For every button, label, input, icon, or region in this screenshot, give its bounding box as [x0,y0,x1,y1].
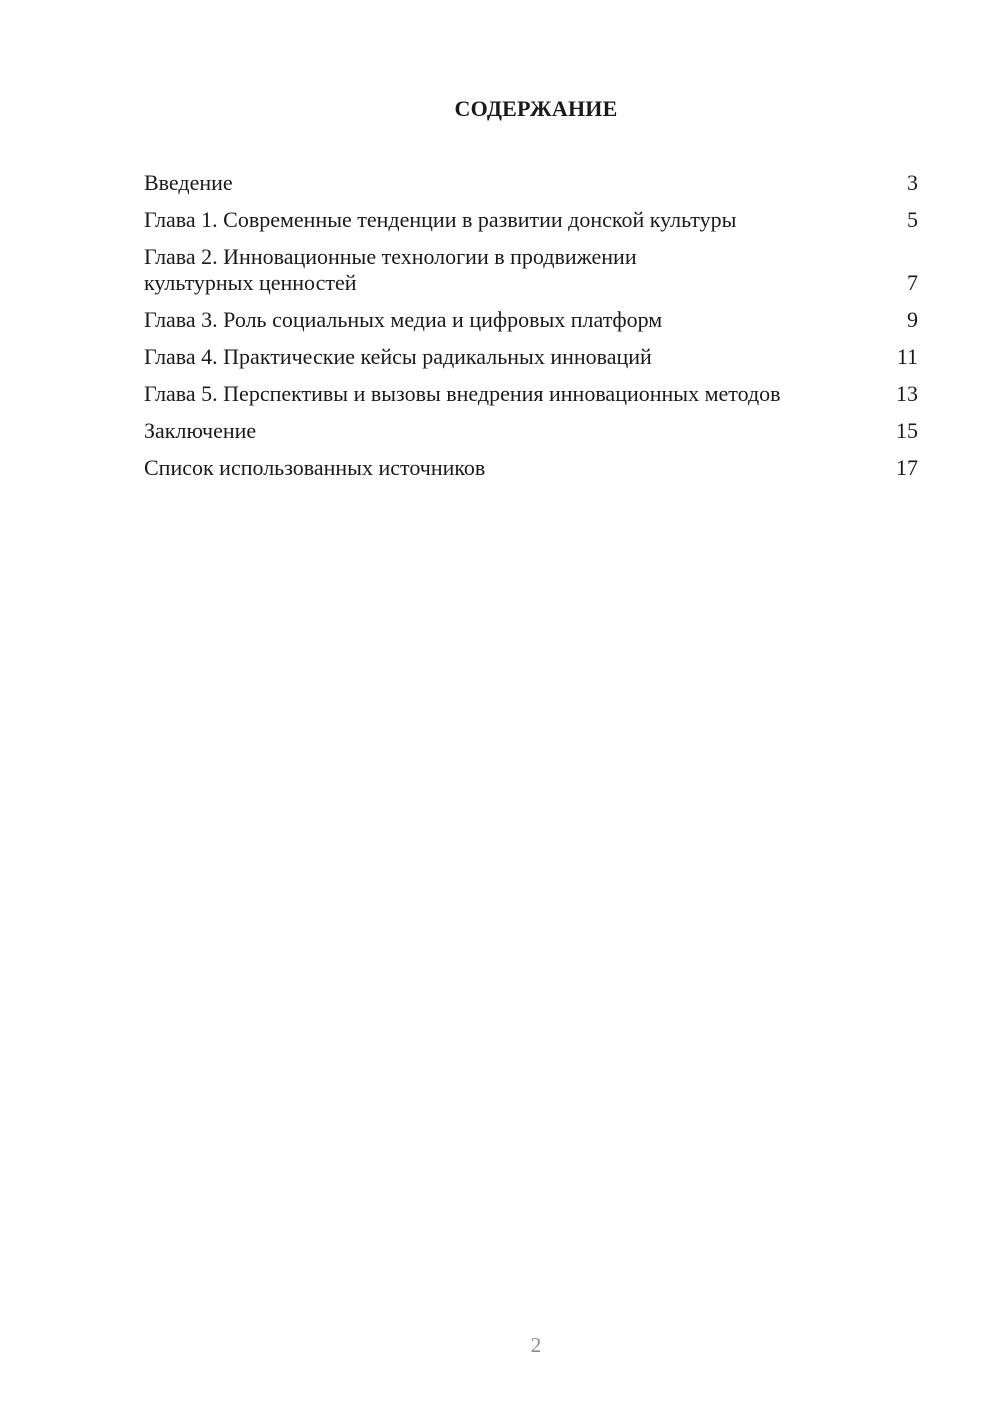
toc-entry-chapter-1 [144,207,918,233]
toc-entry-label: Заключение [144,418,257,443]
toc-entry-page: 13 [896,381,918,406]
toc-entry-label: Введение [144,170,233,195]
table-of-contents [144,170,918,492]
page-title: СОДЕРЖАНИЕ [454,96,618,121]
toc-entry-references [144,455,918,481]
toc-entry-chapter-4 [144,344,918,370]
toc-entry-page: 7 [907,270,918,295]
toc-entry-chapter-3 [144,307,918,333]
toc-entry-page: 11 [896,344,918,369]
toc-entry-label: Глава 1. Современные тенденции в развитии донской культуры [144,207,737,232]
toc-entry-page: 17 [896,455,918,480]
toc-entry-page: 9 [907,307,918,332]
toc-entry-page: 15 [896,418,918,443]
toc-entry-page: 3 [907,170,918,195]
toc-entry-page: 5 [907,207,918,232]
toc-entry-label: Глава 3. Роль социальных медиа и цифровых платформ [144,307,663,332]
toc-entry-label: Список использованных источников [144,455,486,480]
toc-entry-conclusion [144,418,918,444]
toc-entry-chapter-2 [144,244,918,296]
toc-entry-label: Глава 2. Инновационные технологии в продвижении культурных ценностей [144,244,637,295]
toc-entry-introduction [144,170,918,196]
toc-entry-chapter-5 [144,381,918,407]
toc-entry-label: Глава 5. Перспективы и вызовы внедрения инновационных методов [144,381,781,406]
toc-entry-label: Глава 4. Практические кейсы радикальных инноваций [144,344,652,369]
page-number: 2 [530,1333,542,1357]
